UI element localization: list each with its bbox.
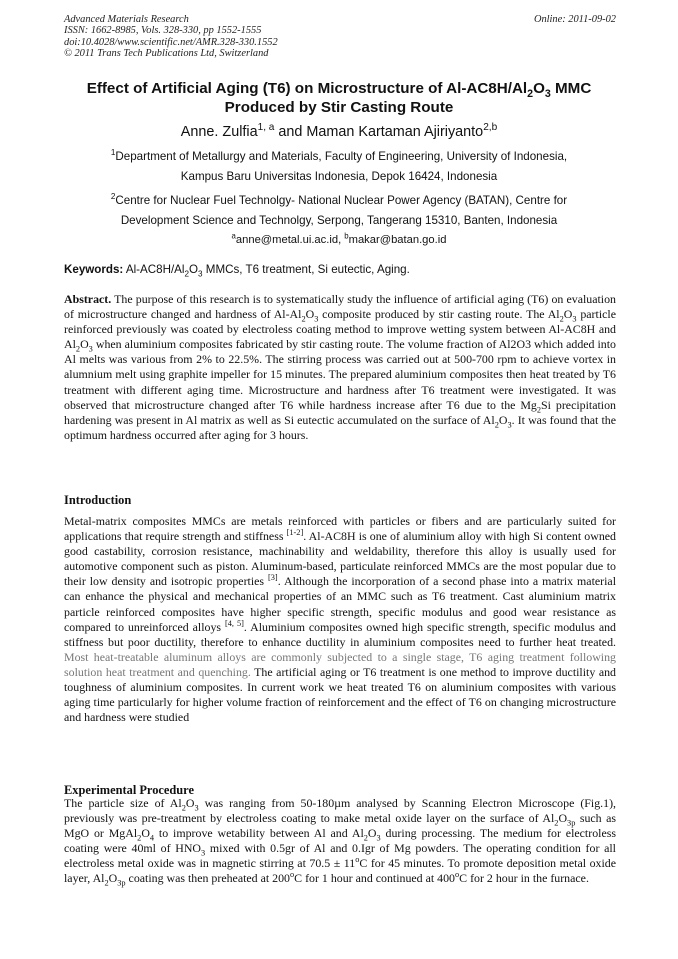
journal-name: Advanced Materials Research [64, 14, 189, 25]
title-line-1: Effect of Artificial Aging (T6) on Microstructure of $Al-AC8H/Al_2O_3$ MMC [86, 80, 592, 101]
paper-title [50, 80, 628, 117]
author-emails: $^a$anne@metal.ui.ac.id, $^b$makar@batan.go.id [231, 231, 447, 246]
experimental-heading: Experimental Procedure [64, 783, 194, 797]
journal-header [64, 14, 616, 60]
faded-sentence: Most heat-treatable aluminum alloys are commonly subjected to a single stage, T6 aging treatment following solution heat treatment and quenching. [64, 649, 616, 679]
keywords-label: Keywords: [64, 263, 124, 276]
affiliation-2: $^2$Centre for Nuclear Fuel Technolgy- National Nuclear Power Agency (BATAN), Centre for Development Science and Technolgy, Serpong, Tangerang 15310, Banten, Indonesia [110, 192, 568, 227]
title-line-2: Produced by Stir Casting Route [224, 98, 454, 116]
author-2: and Maman Kartaman Ajiriyanto [274, 124, 484, 140]
author-1: Anne. Zulfia [180, 124, 258, 140]
doi-line: doi:10.4028/www.scientific.net/AMR.328-330.1552 [64, 36, 278, 48]
affiliation-1: $^1$Department of Metallurgy and Materials, Faculty of Engineering, University of Indonesia, Kampus Baru Universitas Indonesia, Depok 16424, Indonesia [110, 148, 568, 183]
copyright-line: © 2011 Trans Tech Publications Ltd, Switzerland [64, 48, 269, 60]
experimental-paragraph: The particle size of $Al_2O_3$ was ranging from 50-180µm analysed by Scanning Electron Microscope (Fig.1), previously was pre-treatment by electroless coating to make metal oxide layer on the surface of $Al_2O_{3p}$ such as MgO or $MgAl_2O_4$ to improve wetability between Al and $Al_2O_3$ during processing. The medium for electroless coating were 40ml of $HNO_3$ mixed with 0.5gr of Al and 0.Igr of Mg powders. The operating condition for all electroless metal oxide was in magnetic stirring at $70.5 \pm 11^oC$ for 45 minutes. To promote deposition metal oxide layer, $Al_2O_{3p}$ coating was then preheated at 200$^o$C for 1 hour and continued at 400$^o$C for 2 hour in the furnace. [64, 796, 617, 888]
online-date: Online: 2011-09-02 [533, 14, 616, 25]
introduction-paragraph: Metal-matrix composites MMCs are metals reinforced with particles or fibers and are particularly suited for applications that require strength and stiffness [1-2]. Al-AC8H is one of aluminium alloy with high Si content owned good castability, corrosion resistance, machinability and weldability, therefore this alloy is usually used for automotive component such as piston. Aluminum-based, particulate reinforced MMCs are the most popular due to their low density and isotropic properties [3]. Although the incorporation of a second phase into a matrix material can enhance the physical and mechanical properties of an MMC such as T6 treatment. Cast aluminium matrix particle reinforced composites have higher specific strength, specific modulus and good wear resistance as compared to unreinforced alloys [4, 5]. Aluminium composites owned high specific strength, specific modulus and stiffness but poor ductility, therefore to enhance ductility in aluminium composites need to further heat treated. Most heat-treatable aluminum alloys are commonly subjected to a single stage, T6 aging treatment following solution heat treatment and quenching. The artificial aging or T6 treatment is one method to improve ductility and toughness of aluminium composites. In current work we heat treated T6 on aluminium composites with various aging time particularly for higher volume fraction of reinforcement and the effect of T6 on changing microstructure and hardness were studied [64, 514, 617, 725]
author-list: Anne. Zulfia$^{1, a}$ and Maman Kartaman Ajiriyanto$^{2,b}$ [180, 122, 498, 140]
abstract-label: Abstract. [64, 292, 112, 306]
introduction-heading: Introduction [64, 493, 132, 507]
keywords-line: Keywords: $Al-AC8H/Al_2O_3$ MMCs, T6 treatment, Si eutectic, Aging. [64, 263, 410, 279]
abstract-paragraph: Abstract. The purpose of this research is to systematically study the influence of artificial aging (T6) on evaluation of microstructure changed and hardness of $Al-Al_2O_3$ composite produced by stir casting route. The $Al_2O_3$ particle reinforced previously was coated by electroless coating method to improve wetting system between Al-AC8H and $Al_2O_3$ when aluminium composites fabricated by stir casting route. The volume fraction of Al2O3 which added into Al melts was various from 2% to 22.5%. The stirring process was carried out at 500-700 rpm to achieve vortex in alumnium melt using graphite impeller for 15 minutes. The prepared aluminium composites then heat treated by T6 treatment with different aging time. Microstructure and hardness after T6 treatment were investigated. It was observed that microstructure changed after T6 while hardness increase after T6 due to the $Mg_2Si$ precipitation hardening was present in Al matrix as well as Si eutectic accumulated on the surface of $Al_2O_3$. It was found that the optimum hardness occurred after aging for 3 hours. [64, 292, 616, 442]
issn-line: ISSN: 1662-8985, Vols. 328-330, pp 1552-1555 [64, 25, 262, 37]
